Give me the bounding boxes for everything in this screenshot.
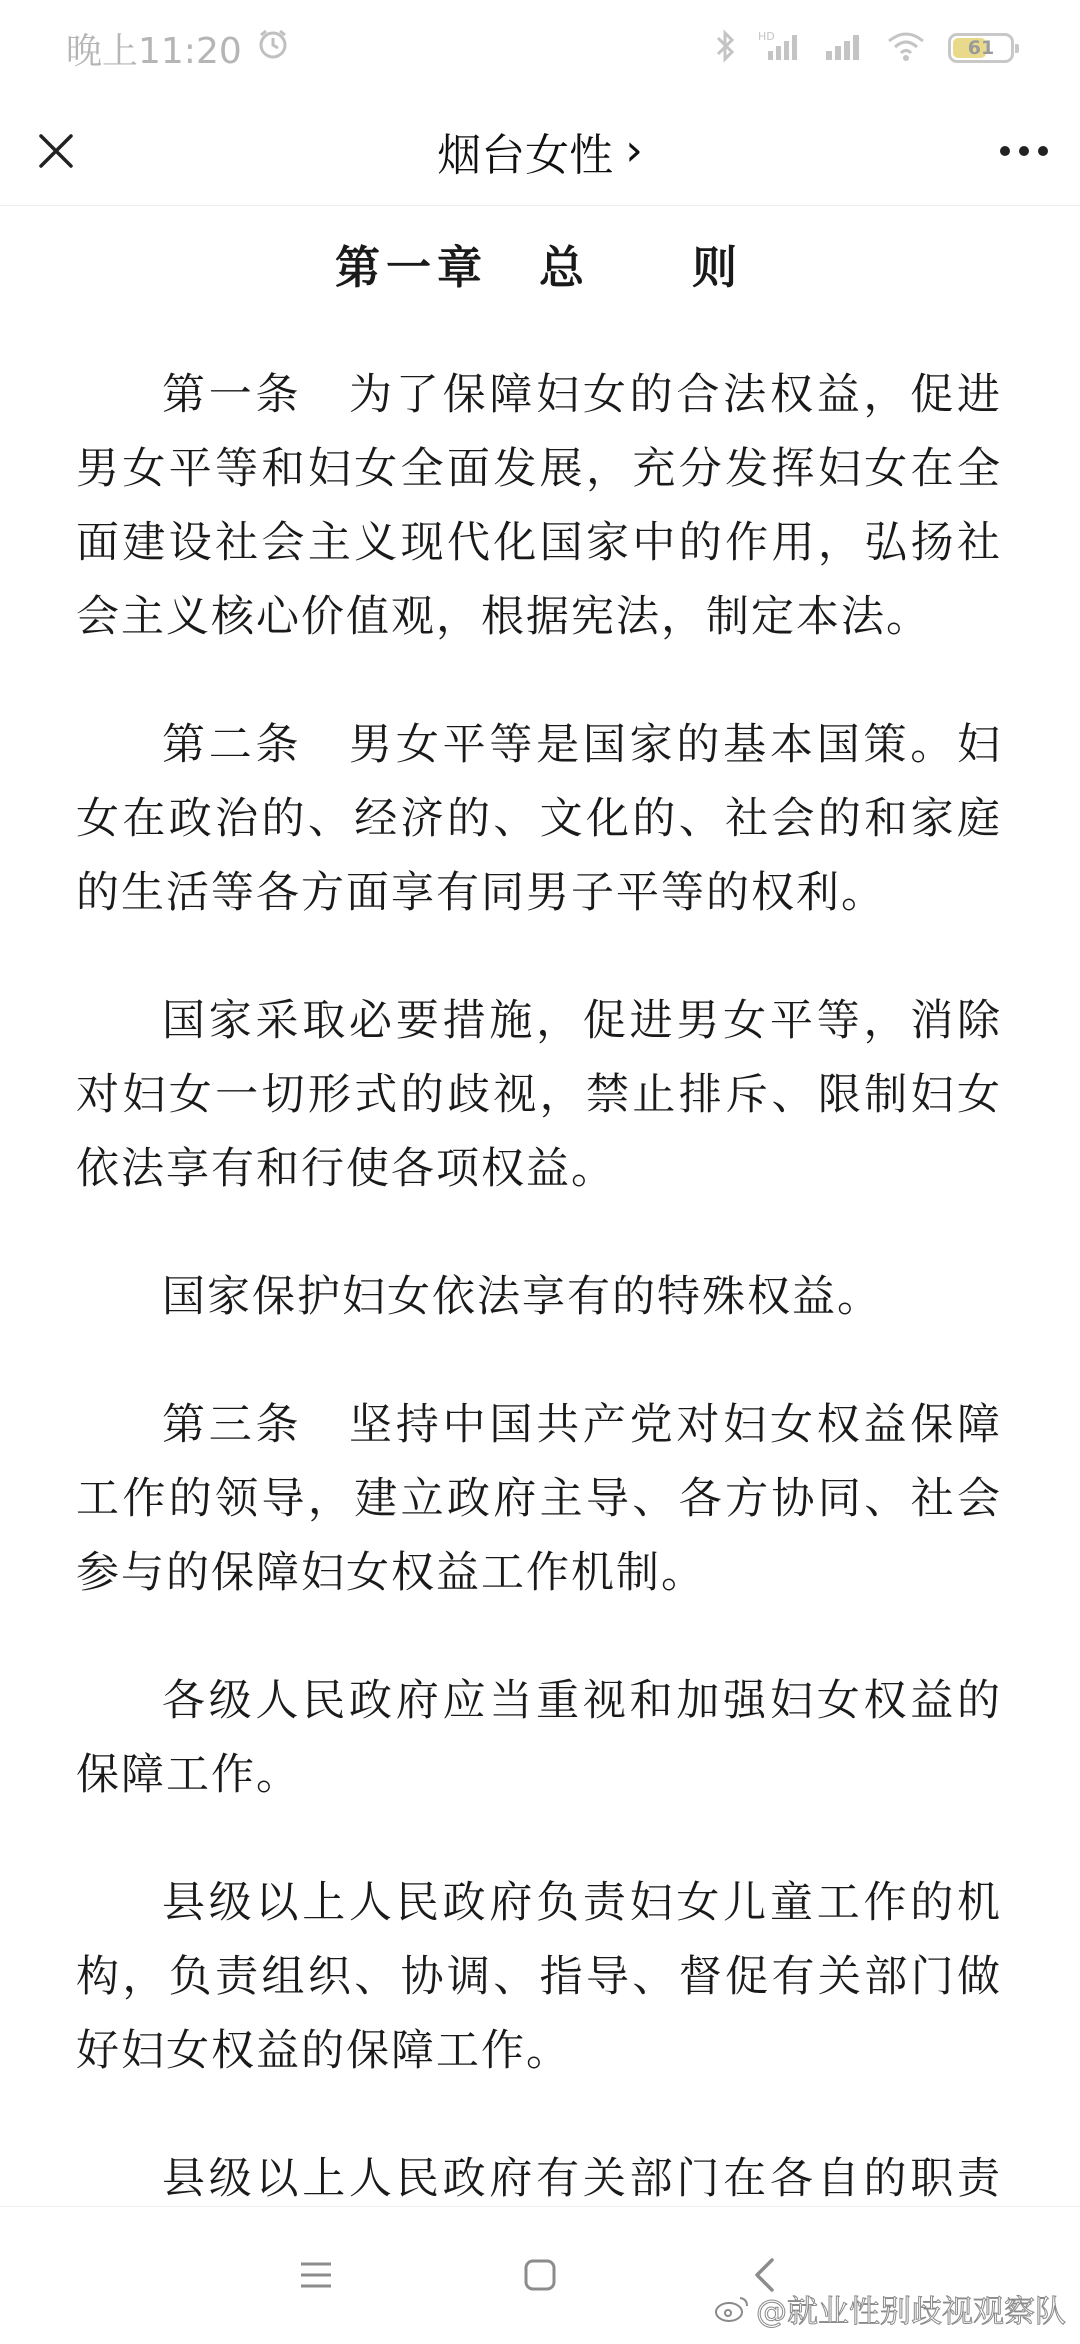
more-icon: [999, 145, 1049, 157]
signal-icon: [824, 29, 864, 67]
close-button[interactable]: [26, 121, 86, 181]
alarm-icon: [256, 27, 290, 70]
weibo-logo-icon: [714, 2294, 750, 2324]
hd-signal-icon: [758, 29, 802, 67]
account-title-link[interactable]: [437, 119, 643, 183]
watermark: [714, 2286, 1066, 2331]
article-paragraph: 国家保护妇女依法享有的特殊权益。: [162, 1272, 882, 1322]
article-paragraph: 第三条 坚持中国共产党对妇女权益保障工作的领导，建立政府主导、各方协同、社会参与的保障妇女权益工作机制。: [76, 1400, 1002, 1598]
close-icon: [36, 131, 76, 171]
bluetooth-icon: [714, 29, 736, 67]
article-paragraph: 各级人民政府应当重视和加强妇女权益的保障工作。: [76, 1676, 1002, 1800]
wifi-icon: [886, 29, 926, 67]
article-paragraph: 县级以上人民政府有关部门在各自的职责: [162, 2154, 1002, 2204]
article-paragraph: 第一条 为了保障妇女的合法权益，促进男女平等和妇女全面发展，充分发挥妇女在全面建设社会主义现代化国家中的作用，弘扬社会主义核心价值观，根据宪法，制定本法。: [76, 370, 1002, 642]
article-body: [76, 206, 1002, 2344]
svg-text:HD: HD: [758, 30, 775, 43]
battery-level: 61: [967, 37, 995, 59]
home-icon: [523, 2258, 557, 2292]
article-paragraph: 国家采取必要措施，促进男女平等，消除对妇女一切形式的歧视，禁止排斥、限制妇女依法享有和行使各项权益。: [76, 996, 1002, 1194]
status-bar: [0, 0, 1080, 96]
page-title: 烟台女性: [437, 129, 614, 181]
status-right: [714, 29, 1014, 67]
battery-icon: [948, 33, 1014, 63]
more-button[interactable]: [994, 121, 1054, 181]
nav-bar: [0, 96, 1080, 206]
watermark-text: @就业性别歧视观察队: [756, 2294, 1066, 2330]
status-time: 晚上11:20: [66, 30, 242, 72]
menu-button[interactable]: [288, 2247, 344, 2303]
home-button[interactable]: [512, 2247, 568, 2303]
article-paragraph: 县级以上人民政府负责妇女儿童工作的机构，负责组织、协调、指导、督促有关部门做好妇女权益的保障工作。: [76, 1878, 1002, 2076]
chevron-right-icon: ›: [625, 125, 643, 176]
system-nav-bar: [0, 2206, 1080, 2341]
menu-icon: [299, 2260, 333, 2290]
article-paragraph: 第二条 男女平等是国家的基本国策。妇女在政治的、经济的、文化的、社会的和家庭的生活等各方面享有同男子平等的权利。: [76, 720, 1002, 918]
status-left: [66, 23, 290, 74]
chapter-heading: 第一章 总 则: [334, 241, 743, 294]
